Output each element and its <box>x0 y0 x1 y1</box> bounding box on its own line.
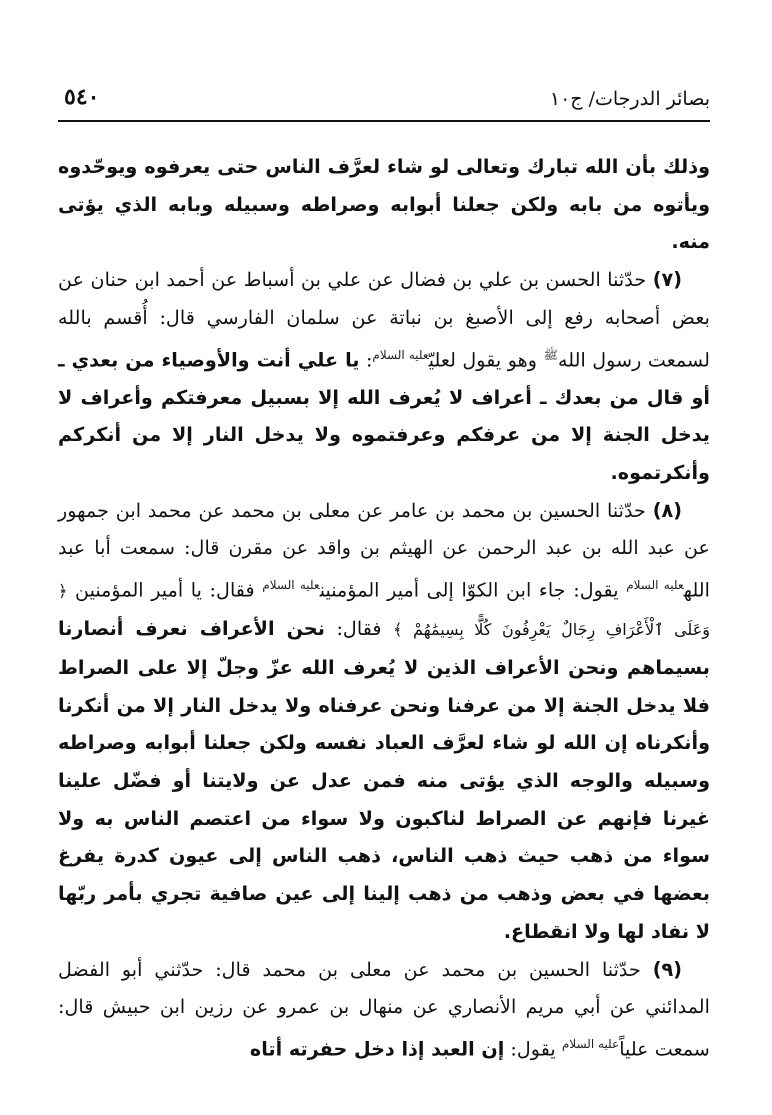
imam-honorific: عليه السلام <box>561 1036 620 1051</box>
imam-honorific: عليه السلام <box>262 578 320 593</box>
hadith-8-lead: فقال: <box>336 617 382 641</box>
hadith-8 <box>58 492 710 951</box>
hadith-8-chain-3: فقال: يا أمير المؤمنين <box>74 578 255 602</box>
quran-verse: ﴿ وَعَلَى ٱلْأَعْرَافِ رِجَالٌ يَعْرِفُونَ كُلًّا بِسِيمَٰهُمْ ﴾ <box>58 581 710 640</box>
hadith-8-text: نحن الأعراف نعرف أنصارنا بسيماهم ونحن الأعراف الذين لا يُعرف الله عزّ وجلّ إلا على الصراط فلا يدخل الجنة إلا من عرفنا ونحن عرفناه ولا يدخل النار إلا من أنكرنا وأنكرناه إن الله لو شاء لعرَّف العباد نفسه ولكن جعلنا أبوابه وصراطه وسبيله والوجه الذي يؤتى منه فمن عدل عن ولايتنا أو فضّل علينا غيرنا فإنهم عن الصراط لناكبون ولا سواء من اعتصم الناس به ولا سواء من ذهب حيث ذهب الناس، ذهب الناس إلى عيون كدرة يفرغ بعضها في بعض وذهب من ذهب إلينا إلى عين صافية تجري بأمر ربّها لا نفاد لها ولا انقطاع. <box>58 617 710 943</box>
hadith-6-tail-text: وذلك بأن الله تبارك وتعالى لو شاء لعرَّف الناس حتى يعرفوه ويوحّدوه ويأتوه من بابه ولكن جعلنا أبوابه وصراطه وسبيله وبابه الذي يؤتى منه. <box>58 155 710 254</box>
hadith-8-number: (٨) <box>652 498 682 522</box>
book-page <box>58 72 710 1092</box>
running-head <box>58 72 710 122</box>
hadith-7-text: يا علي أنت والأوصياء من بعدي ـ أو قال من بعدك ـ أعراف لا يُعرف الله إلا بسبيل معرفتكم وأعراف لا يدخل الجنة إلا من عرفكم وعرفتموه ولا يدخل النار إلا من أنكركم وأنكرتموه. <box>58 347 710 485</box>
imam-honorific: عليه السلام <box>372 347 429 362</box>
hadith-6-tail <box>58 148 710 261</box>
hadith-7 <box>58 261 710 492</box>
hadith-9-chain: حدّثنا الحسين بن محمد عن معلى بن محمد قال: حدّثني أبو الفضل المدائني عن أبي مريم الأنصاري عن منهال بن عمرو عن رزين ابن حبيش قال: سمعت علياً <box>58 957 710 1061</box>
hadith-7-number: (٧) <box>652 268 682 292</box>
imam-honorific: عليه السلام <box>626 578 684 593</box>
hadith-9-chain-2: يقول: <box>510 1037 556 1061</box>
hadith-8-chain: حدّثنا الحسين بن محمد بن عامر عن معلى بن محمد عن محمد ابن جمهور عن عبد الله بن عبد الرحمن عن الهيثم بن واقد عن مقرن قال: سمعت أبا عبد الله <box>58 498 710 602</box>
page-number: ٥٤٠ <box>64 84 100 110</box>
hadith-7-chain-3: : <box>365 347 373 371</box>
body-text <box>58 148 710 1068</box>
hadith-9-number: (٩) <box>652 957 682 981</box>
hadith-8-chain-2: يقول: جاء ابن الكوّا إلى أمير المؤمنين <box>319 578 619 602</box>
hadith-7-chain-2: وهو يقول لعليّ <box>428 347 538 371</box>
hadith-9-text: إن العبد إذا دخل حفرته أتاه <box>249 1037 505 1061</box>
hadith-7-chain: حدّثنا الحسن بن علي بن فضال عن علي بن أسباط عن أحمد ابن حنان عن بعض أصحابه رفع إلى الأصبغ بن نباتة عن سلمان الفارسي قال: أُقسم بالله لسمعت رسول الله <box>58 268 711 371</box>
running-title: بصائر الدرجات/ ج١٠ <box>549 88 710 110</box>
hadith-9 <box>58 951 710 1069</box>
prophet-honorific: ﷺ <box>543 347 558 362</box>
